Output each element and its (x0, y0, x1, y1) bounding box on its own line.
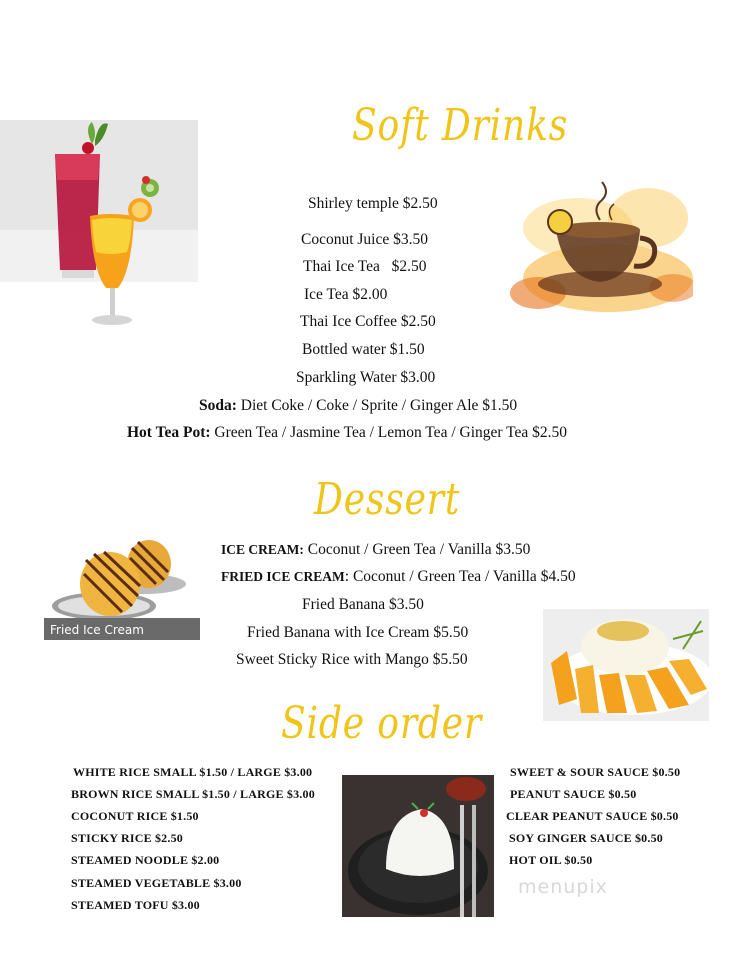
ice-cream-label: ICE CREAM: (221, 542, 304, 557)
drink-item: Bottled water $1.50 (302, 341, 425, 358)
ice-cream-text: Coconut / Green Tea / Vanilla $3.50 (303, 541, 531, 558)
side-order-heading: Side order (281, 698, 483, 749)
side-item: STEAMED VEGETABLE $3.00 (71, 876, 242, 890)
dessert-item: Fried Banana $3.50 (302, 596, 424, 613)
side-item: STICKY RICE $2.50 (71, 831, 183, 845)
sauce-item: CLEAR PEANUT SAUCE $0.50 (506, 809, 679, 823)
fried-ice-cream-line (221, 568, 576, 586)
fried-ice-cream-label: FRIED ICE CREAM (221, 569, 345, 584)
hot-tea-label: Hot Tea Pot: (127, 424, 211, 441)
drink-item: Coconut Juice $3.50 (301, 231, 428, 248)
soft-drinks-heading: Soft Drinks (352, 100, 569, 151)
tea-cup-illustration (508, 178, 693, 316)
fried-ice-cream-photo (44, 532, 200, 644)
drink-item: Sparkling Water $3.00 (296, 369, 436, 386)
rice-bowl-photo (342, 775, 494, 917)
sauce-item: HOT OIL $0.50 (509, 853, 593, 867)
soda-label: Soda: (199, 397, 237, 414)
cocktail-photo (0, 120, 200, 330)
sauce-item: SOY GINGER SAUCE $0.50 (509, 831, 663, 845)
hot-tea-text: Green Tea / Jasmine Tea / Lemon Tea / Ginger Tea $2.50 (210, 424, 568, 441)
soda-text: Diet Coke / Coke / Sprite / Ginger Ale $1.50 (236, 397, 518, 414)
dessert-item: Sweet Sticky Rice with Mango $5.50 (236, 651, 468, 668)
dessert-heading: Dessert (314, 474, 461, 525)
side-item: STEAMED NOODLE $2.00 (71, 853, 220, 867)
drink-item: Thai Ice Tea $2.50 (303, 258, 427, 275)
drink-item: Ice Tea $2.00 (304, 286, 388, 303)
fried-ice-cream-text: : Coconut / Green Tea / Vanilla $4.50 (344, 568, 576, 585)
menupix-watermark: menupix (518, 876, 608, 898)
drink-item: Shirley temple $2.50 (308, 195, 438, 212)
mango-sticky-rice-photo (543, 609, 709, 721)
fried-ice-cream-caption: Fried Ice Cream (50, 623, 144, 637)
hot-tea-line (127, 424, 567, 442)
side-item: WHITE RICE SMALL $1.50 / LARGE $3.00 (73, 765, 313, 779)
ice-cream-line (221, 541, 530, 559)
drink-item: Thai Ice Coffee $2.50 (300, 313, 436, 330)
sauce-item: SWEET & SOUR SAUCE $0.50 (510, 765, 681, 779)
dessert-item: Fried Banana with Ice Cream $5.50 (247, 624, 469, 641)
soda-line (199, 397, 517, 415)
side-item: BROWN RICE SMALL $1.50 / LARGE $3.00 (71, 787, 315, 801)
sauce-item: PEANUT SAUCE $0.50 (510, 787, 637, 801)
side-item: COCONUT RICE $1.50 (71, 809, 199, 823)
side-item: STEAMED TOFU $3.00 (71, 898, 200, 912)
